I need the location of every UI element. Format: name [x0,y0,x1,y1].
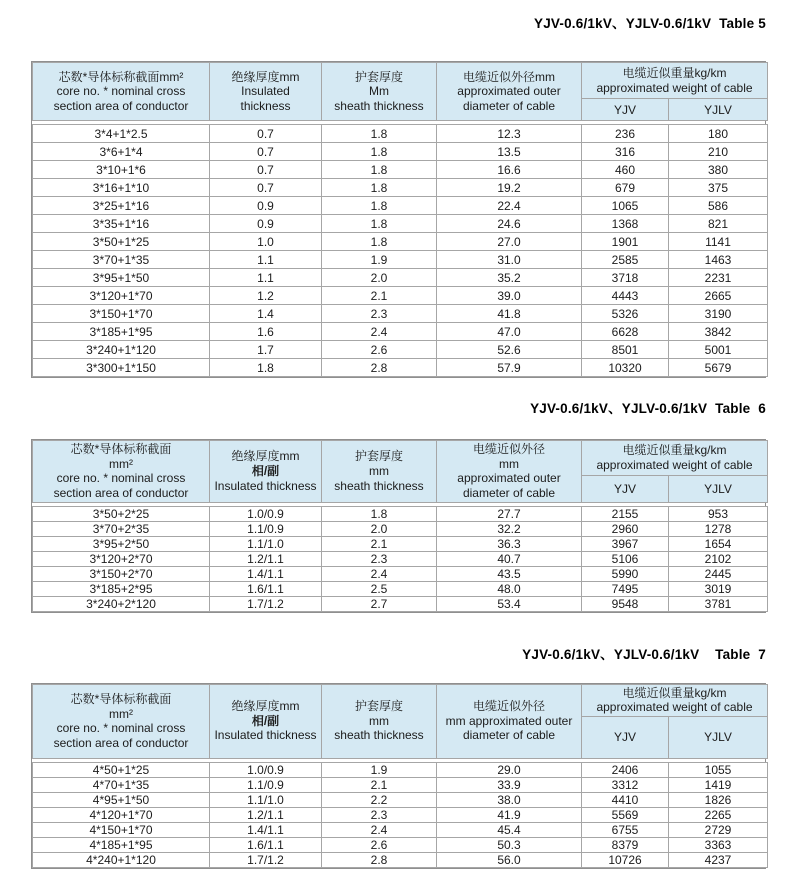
spec-table-7 [31,683,766,869]
header-line: approximated weight of cable [596,700,753,715]
table-cell: 3*10+1*6 [33,161,210,179]
table-cell: 1.8 [322,125,437,143]
table-cell: 35.2 [437,269,582,287]
table-cell: 3*50+1*25 [33,233,210,251]
table-cell: 47.0 [437,323,582,341]
table-cell: 1065 [582,197,669,215]
table-row [33,233,768,251]
table-cell: 38.0 [437,792,582,807]
table-row [33,792,768,807]
table-cell: 1.4/1.1 [210,822,322,837]
table-cell: 4410 [582,792,669,807]
header-diameter-cell [437,684,582,758]
table-row [33,179,768,197]
table-cell: 1.7 [210,341,322,359]
header-line: 电缆近似外径 [472,699,545,714]
table-cell: 1.9 [322,762,437,777]
table-cell: 12.3 [437,125,582,143]
table-cell: 4*185+1*95 [33,837,210,852]
table-cell: 6628 [582,323,669,341]
table-cell: 3*50+2*25 [33,506,210,521]
header-line: 护套厚度 [354,449,403,464]
header-line: mm [369,713,389,728]
table-cell: 0.9 [210,215,322,233]
table-cell: 1.6/1.1 [210,837,322,852]
header-line: section area of conductor [53,98,189,113]
table-row [33,305,768,323]
table-cell: 8379 [582,837,669,852]
header-line: core no. * nominal cross [56,84,186,99]
table-cell: 2406 [582,762,669,777]
table-title: YJV-0.6/1kV、YJLV-0.6/1kV Table 5 [534,16,766,31]
table-row [33,837,768,852]
header-line: 电缆近似重量kg/km [622,443,727,458]
header-insulation-cell [210,684,322,758]
table-cell: 31.0 [437,251,582,269]
table-cell: 56.0 [437,852,582,867]
table-cell: 1.8 [210,359,322,377]
table-row [33,215,768,233]
table-cell: 4237 [669,852,768,867]
table-cell: 5326 [582,305,669,323]
table-cell: 1.1 [210,251,322,269]
header-line: approximated weight of cable [596,457,753,472]
table-cell: 1.2 [210,287,322,305]
table-cell: 16.6 [437,161,582,179]
table-cell: 3*70+1*35 [33,251,210,269]
table-cell: 1.8 [322,506,437,521]
header-line: mm [369,463,389,478]
table-section-7 [31,613,766,869]
header-line: approximated outer [457,471,561,486]
table-cell: 10726 [582,852,669,867]
table-cell: 586 [669,197,768,215]
table-cell: 2729 [669,822,768,837]
table-cell: 2.4 [322,566,437,581]
header-line: 芯数*导体标称截面 [70,442,172,456]
table-cell: 3363 [669,837,768,852]
header-line: Insulated thickness [214,728,317,743]
table-cell: 24.6 [437,215,582,233]
table-cell: 1.2/1.1 [210,807,322,822]
table-cell: 7495 [582,581,669,596]
table-cell: 2.4 [322,323,437,341]
table-cell: 5001 [669,341,768,359]
header-weight-group-cell [582,684,768,716]
table-cell: 3019 [669,581,768,596]
header-line: 护套厚度 [354,699,403,714]
spec-table-6 [31,439,766,613]
table-cell: 1.8 [322,161,437,179]
table-cell: 2.3 [322,551,437,566]
table-cell: 1.2/1.1 [210,551,322,566]
table-cell: 2102 [669,551,768,566]
table-cell: 4*50+1*25 [33,762,210,777]
header-line: core no. * nominal cross [56,471,186,486]
header-row [33,684,768,716]
table-cell: 4*95+1*50 [33,792,210,807]
header-line: Insulated [241,84,290,99]
table-cell: 33.9 [437,777,582,792]
header-line: core no. * nominal cross [56,721,186,736]
table-cell: 1419 [669,777,768,792]
table-cell: 0.7 [210,179,322,197]
table-cell: 1654 [669,536,768,551]
header-line: 芯数*导体标称截面mm² [58,69,184,84]
table-cell: 2.7 [322,596,437,611]
table-cell: 5990 [582,566,669,581]
spec-table-5 [31,61,766,378]
table-cell: 3*185+1*95 [33,323,210,341]
table-cell: 1.1/0.9 [210,777,322,792]
table-header [32,440,768,503]
table-cell: 1.8 [322,197,437,215]
table-cell: 1.7/1.2 [210,852,322,867]
table-cell: 41.8 [437,305,582,323]
header-conductor-cell [33,441,210,503]
table-cell: 1.8 [322,215,437,233]
table-cell: 1.8 [322,233,437,251]
table-row [33,822,768,837]
table-header [32,62,768,121]
header-line: mm approximated outer [445,713,573,728]
table-cell: 27.7 [437,506,582,521]
table-cell: 3*16+1*10 [33,179,210,197]
table-cell: 39.0 [437,287,582,305]
table-cell: 1463 [669,251,768,269]
header-yjv-cell: YJV [582,475,669,502]
table-cell: 10320 [582,359,669,377]
table-cell: 2445 [669,566,768,581]
table-cell: 6755 [582,822,669,837]
table-cell: 2.1 [322,287,437,305]
table-cell: 3*6+1*4 [33,143,210,161]
table-row [33,581,768,596]
header-line: 相/副 [251,463,280,478]
header-line: sheath thickness [334,98,424,113]
table-cell: 3*120+1*70 [33,287,210,305]
header-line: 绝缘厚度mm [231,449,300,464]
table-cell: 2.4 [322,822,437,837]
table-row [33,536,768,551]
table-cell: 41.9 [437,807,582,822]
table-cell: 4*120+1*70 [33,807,210,822]
table-cell: 52.6 [437,341,582,359]
table-cell: 2.8 [322,852,437,867]
table-cell: 0.7 [210,161,322,179]
table-cell: 1.8 [322,179,437,197]
table-cell: 53.4 [437,596,582,611]
table-cell: 2.5 [322,581,437,596]
table-cell: 1.7/1.2 [210,596,322,611]
table-row [33,566,768,581]
table-cell: 3718 [582,269,669,287]
table-cell: 48.0 [437,581,582,596]
table-cell: 3*120+2*70 [33,551,210,566]
table-cell: 3*25+1*16 [33,197,210,215]
table-cell: 1.4 [210,305,322,323]
table-cell: 375 [669,179,768,197]
table-cell: 1.1 [210,269,322,287]
header-line: diameter of cable [462,98,556,113]
header-line: 电缆近似外径 [472,442,545,456]
table-row [33,521,768,536]
header-weight-group-cell [582,441,768,476]
table-cell: 43.5 [437,566,582,581]
table-row [33,143,768,161]
table-cell: 3*4+1*2.5 [33,125,210,143]
table-cell: 0.7 [210,143,322,161]
table-cell: 4*150+1*70 [33,822,210,837]
table-cell: 2.6 [322,341,437,359]
table-cell: 45.4 [437,822,582,837]
table-cell: 1055 [669,762,768,777]
table-cell: 2.8 [322,359,437,377]
table-row [33,161,768,179]
table-cell: 19.2 [437,179,582,197]
table-cell: 5569 [582,807,669,822]
table-title: YJV-0.6/1kV、YJLV-0.6/1kV Table 6 [530,401,766,416]
table-cell: 380 [669,161,768,179]
header-yjlv-cell: YJLV [669,716,768,758]
header-sheath-cell [322,441,437,503]
table-cell: 2.2 [322,792,437,807]
header-line: mm² [109,456,133,471]
header-line: 电缆近似重量kg/km [622,65,727,80]
table-cell: 2231 [669,269,768,287]
table-cell: 27.0 [437,233,582,251]
header-line: 电缆近似重量kg/km [622,685,727,700]
table-row [33,551,768,566]
header-line: 护套厚度 [354,69,403,84]
table-cell: 1.1/1.0 [210,792,322,807]
table-cell: 5106 [582,551,669,566]
table-cell: 1141 [669,233,768,251]
table-title: YJV-0.6/1kV、YJLV-0.6/1kV Table 7 [522,646,766,662]
table-row [33,359,768,377]
header-conductor-cell [33,684,210,758]
table-cell: 2585 [582,251,669,269]
table-row [33,596,768,611]
table-cell: 50.3 [437,837,582,852]
table-cell: 0.9 [210,197,322,215]
table-cell: 1901 [582,233,669,251]
table-cell: 3*95+2*50 [33,536,210,551]
table-cell: 2.1 [322,536,437,551]
table-cell: 1826 [669,792,768,807]
table-cell: 2.1 [322,777,437,792]
header-yjlv-cell: YJLV [669,475,768,502]
table-cell: 953 [669,506,768,521]
table-body [32,762,768,868]
table-cell: 1.6/1.1 [210,581,322,596]
table-cell: 4*70+1*35 [33,777,210,792]
table-cell: 1.9 [322,251,437,269]
table-cell: 5679 [669,359,768,377]
table-cell: 2.0 [322,521,437,536]
header-sheath-cell [322,63,437,121]
table-row [33,269,768,287]
table-cell: 4443 [582,287,669,305]
table-cell: 3*35+1*16 [33,215,210,233]
header-line: diameter of cable [462,728,556,743]
table-cell: 1368 [582,215,669,233]
table-cell: 1.0 [210,233,322,251]
table-cell: 40.7 [437,551,582,566]
header-line: 绝缘厚度mm [231,69,300,84]
table-cell: 3*240+1*120 [33,341,210,359]
header-line: mm [499,456,519,471]
header-sheath-cell [322,684,437,758]
table-cell: 4*240+1*120 [33,852,210,867]
table-cell: 2.3 [322,305,437,323]
table-cell: 2155 [582,506,669,521]
header-line: Mm [369,84,389,99]
table-cell: 821 [669,215,768,233]
table-cell: 3*150+2*70 [33,566,210,581]
table-row [33,125,768,143]
table-cell: 679 [582,179,669,197]
table-cell: 2960 [582,521,669,536]
table-cell: 3190 [669,305,768,323]
table-row [33,251,768,269]
table-row [33,323,768,341]
table-cell: 3*300+1*150 [33,359,210,377]
table-header [32,684,768,759]
table-section-6 [31,378,766,613]
table-row [33,762,768,777]
table-cell: 3312 [582,777,669,792]
header-line: sheath thickness [334,478,424,493]
table-cell: 316 [582,143,669,161]
table-cell: 460 [582,161,669,179]
table-row [33,807,768,822]
table-cell: 22.4 [437,197,582,215]
table-cell: 3*185+2*95 [33,581,210,596]
table-cell: 29.0 [437,762,582,777]
table-cell: 236 [582,125,669,143]
header-line: 相/副 [251,713,280,728]
header-line: thickness [240,98,291,113]
table-cell: 210 [669,143,768,161]
table-cell: 2265 [669,807,768,822]
header-row [33,63,768,99]
table-cell: 1.8 [322,143,437,161]
header-weight-group-cell [582,63,768,99]
header-line: approximated outer [457,84,561,99]
header-line: approximated weight of cable [596,80,753,95]
header-yjv-cell: YJV [582,716,669,758]
header-yjv-cell: YJV [582,99,669,121]
header-diameter-cell [437,63,582,121]
table-cell: 36.3 [437,536,582,551]
table-cell: 3*240+2*120 [33,596,210,611]
header-line: mm² [109,706,133,721]
table-cell: 0.7 [210,125,322,143]
table-row [33,287,768,305]
header-line: Insulated thickness [214,478,317,493]
table-cell: 1278 [669,521,768,536]
table-row [33,341,768,359]
table-row [33,506,768,521]
header-line: section area of conductor [53,735,189,750]
table-cell: 1.1/1.0 [210,536,322,551]
header-line: 芯数*导体标称截面 [70,691,172,706]
table-section-5 [31,0,766,378]
table-cell: 3*95+1*50 [33,269,210,287]
table-cell: 3781 [669,596,768,611]
table-cell: 2.3 [322,807,437,822]
table-cell: 3842 [669,323,768,341]
table-cell: 1.6 [210,323,322,341]
table-row [33,777,768,792]
table-cell: 57.9 [437,359,582,377]
table-cell: 13.5 [437,143,582,161]
header-line: sheath thickness [334,728,424,743]
table-cell: 2.6 [322,837,437,852]
table-cell: 1.0/0.9 [210,762,322,777]
header-conductor-cell [33,63,210,121]
header-line: diameter of cable [462,485,556,500]
table-cell: 3*70+2*35 [33,521,210,536]
header-line: 电缆近似外径mm [463,69,555,84]
table-cell: 1.4/1.1 [210,566,322,581]
table-cell: 180 [669,125,768,143]
header-row [33,441,768,476]
header-yjlv-cell: YJLV [669,99,768,121]
header-diameter-cell [437,441,582,503]
table-cell: 32.2 [437,521,582,536]
table-cell: 1.1/0.9 [210,521,322,536]
table-cell: 9548 [582,596,669,611]
header-line: section area of conductor [53,485,189,500]
table-body [32,506,768,612]
table-cell: 2665 [669,287,768,305]
table-body [32,124,768,377]
table-cell: 8501 [582,341,669,359]
header-insulation-cell [210,441,322,503]
header-line: 绝缘厚度mm [231,699,300,714]
table-cell: 3967 [582,536,669,551]
table-cell: 1.0/0.9 [210,506,322,521]
table-row [33,197,768,215]
table-cell: 2.0 [322,269,437,287]
header-insulation-cell [210,63,322,121]
table-row [33,852,768,867]
table-cell: 3*150+1*70 [33,305,210,323]
